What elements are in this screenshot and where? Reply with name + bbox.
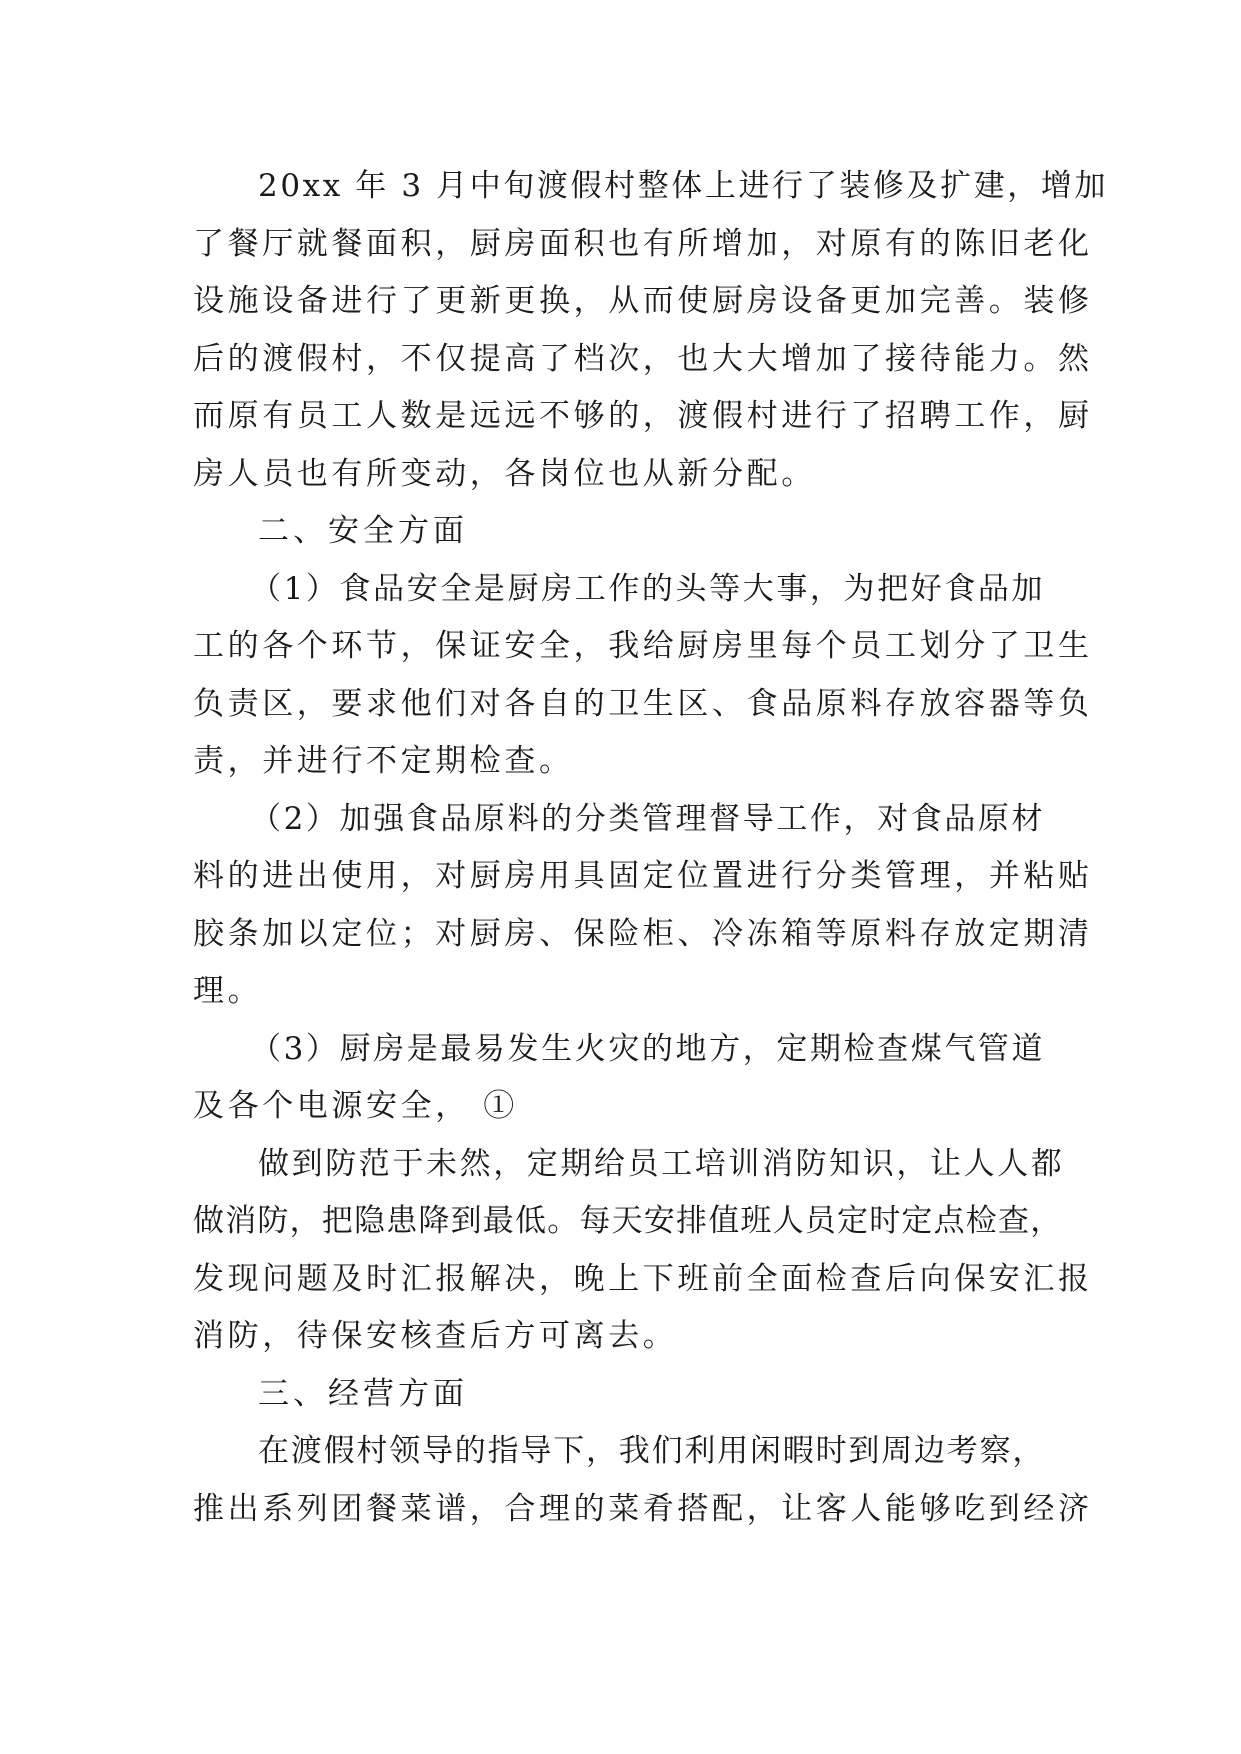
paragraph-line: 工的各个环节，保证安全，我给厨房里每个员工划分了卫生 bbox=[193, 628, 1093, 664]
paragraph-line: （2）加强食品原料的分类管理督导工作，对食品原材 bbox=[250, 801, 1046, 837]
paragraph-line: 及各个电源安全， ① bbox=[193, 1088, 518, 1124]
paragraph-line: 做到防范于未然，定期给员工培训消防知识，让人人都 bbox=[258, 1146, 1065, 1182]
paragraph-line: 责，并进行不定期检查。 bbox=[193, 743, 574, 779]
paragraph-line: 了餐厅就餐面积，厨房面积也有所增加，对原有的陈旧老化 bbox=[193, 226, 1093, 262]
paragraph-line: 在渡假村领导的指导下，我们利用闲暇时到周边考察， bbox=[258, 1433, 1046, 1469]
paragraph-line: 做消防，把隐患降到最低。每天安排值班人员定时定点检查， bbox=[193, 1203, 1063, 1239]
paragraph-line: 后的渡假村，不仅提高了档次，也大大增加了接待能力。然 bbox=[193, 341, 1093, 377]
paragraph-line: 发现问题及时汇报解决，晚上下班前全面检查后向保安汇报 bbox=[193, 1261, 1093, 1297]
paragraph-line: 而原有员工人数是远远不够的，渡假村进行了招聘工作，厨 bbox=[193, 398, 1093, 434]
paragraph-line: 消防，待保安核查后方可离去。 bbox=[193, 1318, 678, 1354]
section-heading: 二、安全方面 bbox=[258, 513, 468, 549]
paragraph-line: 设施设备进行了更新更换，从而使厨房设备更加完善。装修 bbox=[193, 283, 1093, 319]
paragraph-line: 20xx 年 3 月中旬渡假村整体上进行了装修及扩建，增加 bbox=[258, 168, 1109, 204]
paragraph-line: 胶条加以定位；对厨房、保险柜、冷冻箱等原料存放定期清 bbox=[193, 916, 1093, 952]
paragraph-line: 理。 bbox=[193, 973, 263, 1009]
paragraph-line: 房人员也有所变动，各岗位也从新分配。 bbox=[193, 456, 816, 492]
paragraph-line: （1）食品安全是厨房工作的头等大事，为把好食品加 bbox=[250, 571, 1046, 607]
paragraph-line: （3）厨房是最易发生火灾的地方，定期检查煤气管道 bbox=[250, 1031, 1046, 1067]
paragraph-line: 料的进出使用，对厨房用具固定位置进行分类管理，并粘贴 bbox=[193, 858, 1093, 894]
section-heading: 三、经营方面 bbox=[258, 1376, 468, 1412]
paragraph-line: 推出系列团餐菜谱，合理的菜肴搭配，让客人能够吃到经济 bbox=[193, 1491, 1093, 1527]
paragraph-line: 负责区，要求他们对各自的卫生区、食品原料存放容器等负 bbox=[193, 686, 1093, 722]
